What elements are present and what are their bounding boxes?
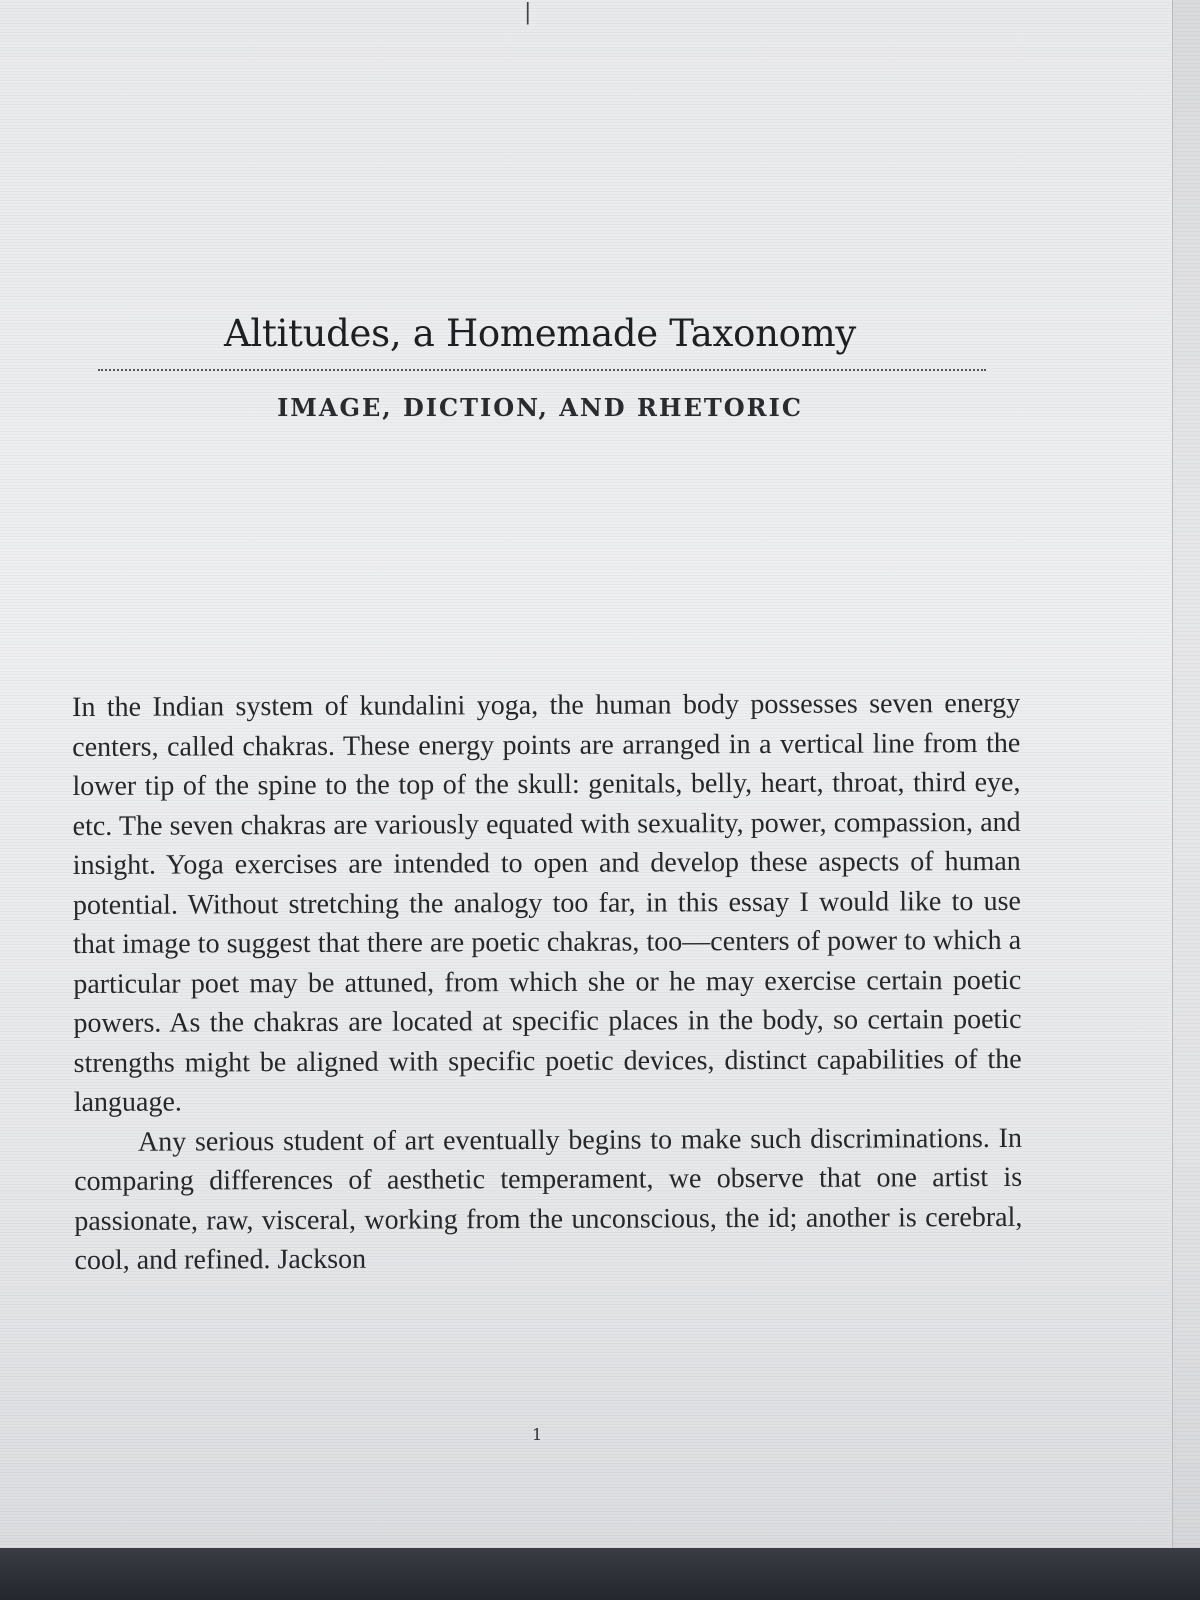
body-text <box>72 684 1023 1281</box>
chapter-subtitle: IMAGE, DICTION, AND RHETORIC <box>277 393 803 422</box>
paragraph-1: In the Indian system of kundalini yoga, the human body possesses seven energy centers, called chakras. These energy points are arranged in a vertical line from the lower tip of the spine to the top of the skull: genitals, belly, heart, throat, third eye, etc. The seven chakras are variously equated with sexuality, power, compassion, and insight. Yoga exercises are intended to open and develop these aspects of human potential. Without stretching the analogy too far, in this essay I would like to use that image to suggest that there are poetic chakras, too—centers of power to which a particular poet may be attuned, from which she or he may exercise certain poetic powers. As the chakras are located at specific places in the body, so certain poetic strengths might be aligned with specific poetic devices, distinct capabilities of the language. <box>72 687 1022 1118</box>
title-rule <box>98 369 986 371</box>
page-number: 1 <box>532 1425 543 1444</box>
chapter-title: Altitudes, a Homemade Taxonomy <box>224 312 856 355</box>
monitor-bezel <box>0 1548 1200 1600</box>
paragraph-2: Any serious student of art eventually begins to make such discriminations. In comparing differences of aesthetic temperament, we observe that one artist is passionate, raw, visceral, working from the unconscious, the id; another is cerebral, cool, and refined. Jackson <box>74 1122 1023 1276</box>
page-top-mark: | <box>524 0 532 25</box>
